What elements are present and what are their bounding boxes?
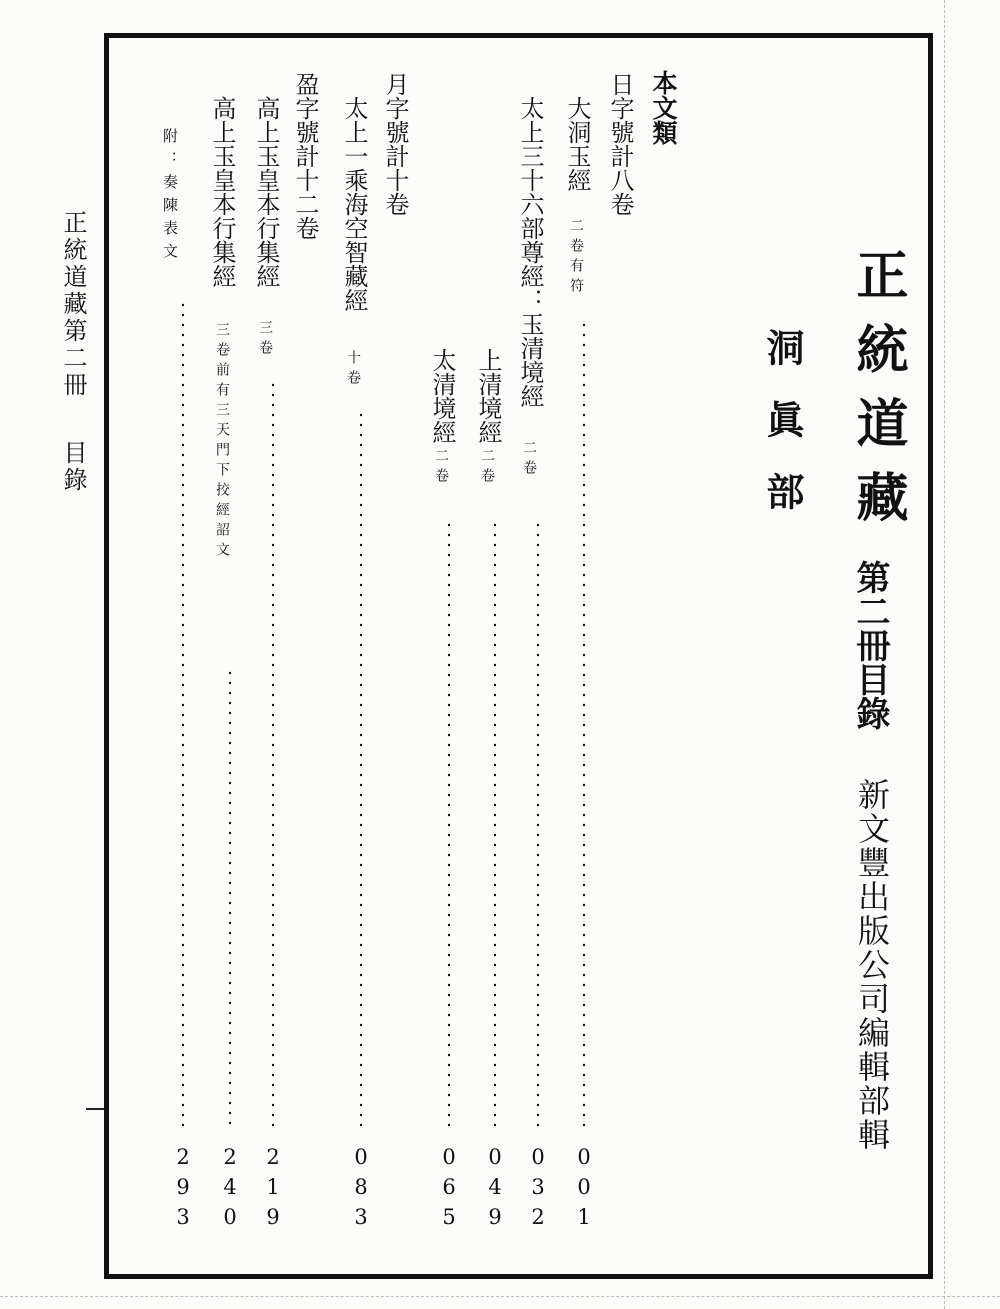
category-heading: 本文類 — [649, 70, 678, 145]
toc-entry-note: 二卷有符 — [568, 218, 584, 298]
leader-dots — [583, 320, 585, 1130]
page-number-digits: 0 4 9 — [488, 1145, 502, 1229]
toc-entry-note: 三卷 — [257, 320, 273, 360]
toc-entry-note: 三卷前有三天門下挍經詔文 — [214, 322, 230, 562]
page-number — [219, 1142, 241, 1232]
leader-dots — [360, 410, 362, 1130]
page-number-digits: 2 9 3 — [176, 1145, 190, 1229]
toc-entry-note: 二卷 — [479, 448, 495, 488]
toc-entry-title: 太清境經 — [428, 348, 456, 444]
page-number — [438, 1142, 460, 1232]
scan-edge-right — [944, 0, 945, 1309]
toc-entry-title: 大洞玉經 — [563, 96, 591, 192]
leader-dots — [448, 520, 450, 1130]
page-number — [573, 1142, 595, 1232]
toc-entry-title: 太上三十六部尊經：玉清境經 — [516, 96, 544, 408]
toc-entry-title: 附：奏陳表文 — [161, 128, 179, 266]
toc-entry-title: 太上一乘海空智藏經 — [340, 96, 368, 312]
toc-entry-title: 高上玉皇本行集經 — [252, 96, 280, 288]
page-number — [484, 1142, 506, 1232]
page-number-digits: 0 8 3 — [354, 1145, 368, 1229]
division-heading: 洞眞部 — [760, 328, 804, 544]
leader-dots — [537, 520, 539, 1130]
page-number — [262, 1142, 284, 1232]
page-number-digits: 2 1 9 — [266, 1145, 280, 1229]
running-title: 正統道藏第二冊 — [59, 210, 87, 399]
page-number-digits: 0 6 5 — [442, 1145, 456, 1229]
page-number — [527, 1142, 549, 1232]
leader-dots — [272, 380, 274, 1130]
group-heading: 日字號計八卷 — [606, 72, 634, 216]
leader-dots — [182, 300, 184, 1130]
page-number-digits: 2 4 0 — [223, 1145, 237, 1229]
toc-entry-note: 二卷 — [433, 448, 449, 488]
group-heading: 月字號計十卷 — [381, 72, 409, 216]
page-number — [172, 1142, 194, 1232]
page-number-digits: 0 3 2 — [531, 1145, 545, 1229]
publisher-credit: 新文豐出版公司編輯部輯 — [853, 778, 891, 1152]
leader-dots — [229, 668, 231, 1130]
scan-edge-bottom — [0, 1296, 1000, 1297]
running-label: 目錄 — [59, 440, 87, 494]
toc-entry-note: 二卷 — [521, 440, 537, 480]
toc-entry-note: 十卷 — [345, 350, 361, 390]
group-heading: 盈字號計十二卷 — [291, 72, 319, 240]
toc-entry-title: 上清境經 — [474, 348, 502, 444]
page-number — [350, 1142, 372, 1232]
canon-title: 正統道藏 — [847, 248, 907, 544]
leader-dots — [494, 520, 496, 1130]
volume-heading: 第二冊目錄 — [850, 560, 890, 730]
toc-entry-title: 高上玉皇本行集經 — [208, 96, 236, 288]
page-number-digits: 0 0 1 — [577, 1145, 591, 1229]
